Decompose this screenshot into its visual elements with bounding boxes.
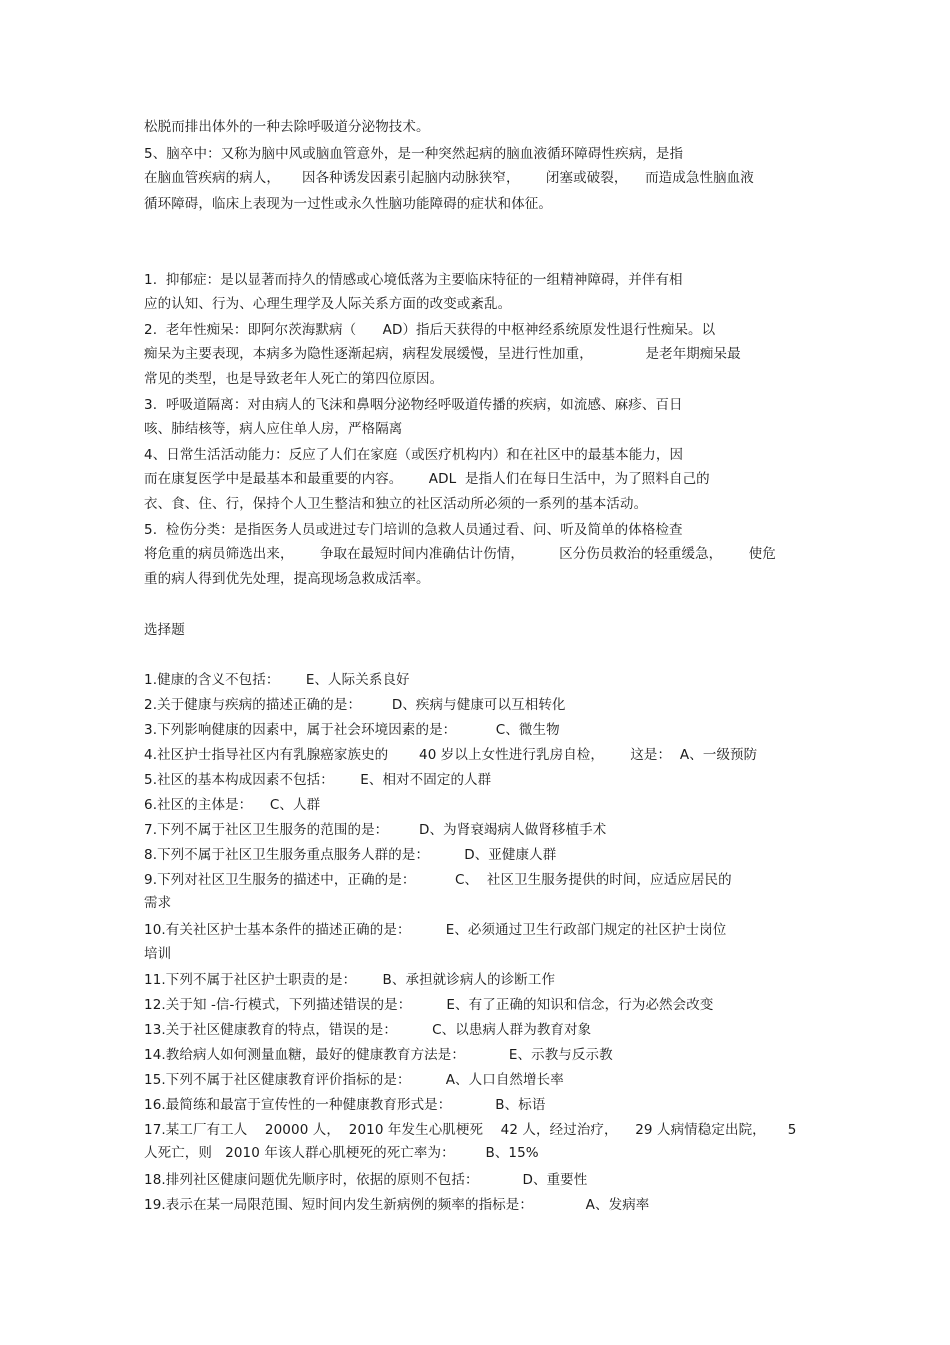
question-line: 人死亡，则 2010 年该人群心肌梗死的死亡率为： B、15% <box>144 1145 539 1161</box>
question-line: 8.下列不属于社区卫生服务重点服务人群的是： D、亚健康人群 <box>144 847 557 863</box>
text-line: 而在康复医学中是最基本和最重要的内容。 ADL 是指人们在每日生活中，为了照料自己的 <box>144 471 710 487</box>
question-line: 13.关于社区健康教育的特点，错误的是： C、以患病人群为教育对象 <box>144 1022 592 1038</box>
text-line: 1. 抑郁症：是以显著而持久的情感或心境低落为主要临床特征的一组精神障碍，并伴有相 <box>144 272 683 288</box>
question-line: 11.下列不属于社区护士职责的是： B、承担就诊病人的诊断工作 <box>144 972 556 988</box>
question-line: 10.有关社区护士基本条件的描述正确的是： E、必须通过卫生行政部门规定的社区护士岗位 <box>144 922 727 938</box>
question-line: 12.关于知 -信-行模式，下列描述错误的是： E、有了正确的知识和信念，行为必然会改变 <box>144 997 714 1013</box>
text-line: 重的病人得到优先处理，提高现场急救成活率。 <box>144 571 430 587</box>
question-line: 6.社区的主体是： C、人群 <box>144 797 321 813</box>
text-line: 常见的类型，也是导致老年人死亡的第四位原因。 <box>144 371 444 387</box>
question-line: 培训 <box>144 946 172 962</box>
text-line: 应的认知、行为、心理生理学及人际关系方面的改变或紊乱。 <box>144 296 512 312</box>
text-line: 松脱而排出体外的一种去除呼吸道分泌物技术。 <box>144 119 430 135</box>
section-heading: 选择题 <box>144 622 185 638</box>
question-line: 1.健康的含义不包括： E、人际关系良好 <box>144 672 410 688</box>
question-line: 17.某工厂有工人 20000 人， 2010 年发生心肌梗死 42 人，经过治疗， 29 人病情稳定出院， 5 <box>144 1122 797 1138</box>
question-line: 2.关于健康与疾病的描述正确的是： D、疾病与健康可以互相转化 <box>144 697 566 713</box>
question-line: 16.最简练和最富于宣传性的一种健康教育形式是： B、标语 <box>144 1097 546 1113</box>
question-line: 18.排列社区健康问题优先顺序时，依据的原则不包括： D、重要性 <box>144 1172 588 1188</box>
question-line: 3.下列影响健康的因素中，属于社会环境因素的是： C、微生物 <box>144 722 560 738</box>
text-line: 5、脑卒中：又称为脑中风或脑血管意外，是一种突然起病的脑血液循环障碍性疾病，是指 <box>144 146 684 162</box>
question-line: 7.下列不属于社区卫生服务的范围的是： D、为肾衰竭病人做肾移植手术 <box>144 822 607 838</box>
text-line: 2. 老年性痴呆：即阿尔茨海默病（ AD）指后天获得的中枢神经系统原发性退行性痴呆。以 <box>144 322 716 338</box>
question-line: 15.下列不属于社区健康教育评价指标的是： A、人口自然增长率 <box>144 1072 564 1088</box>
text-line: 5. 检伤分类：是指医务人员或进过专门培训的急救人员通过看、问、听及简单的体格检查 <box>144 522 683 538</box>
text-line: 咳、肺结核等，病人应住单人房，严格隔离 <box>144 421 403 437</box>
text-line: 痴呆为主要表现，本病多为隐性逐渐起病，病程发展缓慢，呈进行性加重， 是老年期痴呆最 <box>144 346 741 362</box>
text-line: 3. 呼吸道隔离：对由病人的飞沫和鼻咽分泌物经呼吸道传播的疾病，如流感、麻疹、百日 <box>144 397 683 413</box>
question-line: 9.下列对社区卫生服务的描述中，正确的是： C、 社区卫生服务提供的时间，应适应居民的 <box>144 872 732 888</box>
text-line: 在脑血管疾病的病人， 因各种诱发因素引起脑内动脉狭窄， 闭塞或破裂， 而造成急性脑血液 <box>144 170 754 186</box>
question-line: 4.社区护士指导社区内有乳腺癌家族史的 40 岁以上女性进行乳房自检， 这是： A、一级预防 <box>144 747 758 763</box>
text-line: 将危重的病员筛选出来， 争取在最短时间内准确估计伤情， 区分伤员救治的轻重缓急， 使危 <box>144 546 776 562</box>
text-line: 循环障碍，临床上表现为一过性或永久性脑功能障碍的症状和体征。 <box>144 196 552 212</box>
question-line: 需求 <box>144 895 172 911</box>
text-line: 衣、食、住、行，保持个人卫生整洁和独立的社区活动所必须的一系列的基本活动。 <box>144 496 648 512</box>
question-line: 19.表示在某一局限范围、短时间内发生新病例的频率的指标是： A、发病率 <box>144 1197 650 1213</box>
question-line: 14.教给病人如何测量血糖，最好的健康教育方法是： E、示教与反示教 <box>144 1047 613 1063</box>
text-line: 4、日常生活活动能力：反应了人们在家庭（或医疗机构内）和在社区中的最基本能力，因 <box>144 447 684 463</box>
question-line: 5.社区的基本构成因素不包括： E、相对不固定的人群 <box>144 772 492 788</box>
